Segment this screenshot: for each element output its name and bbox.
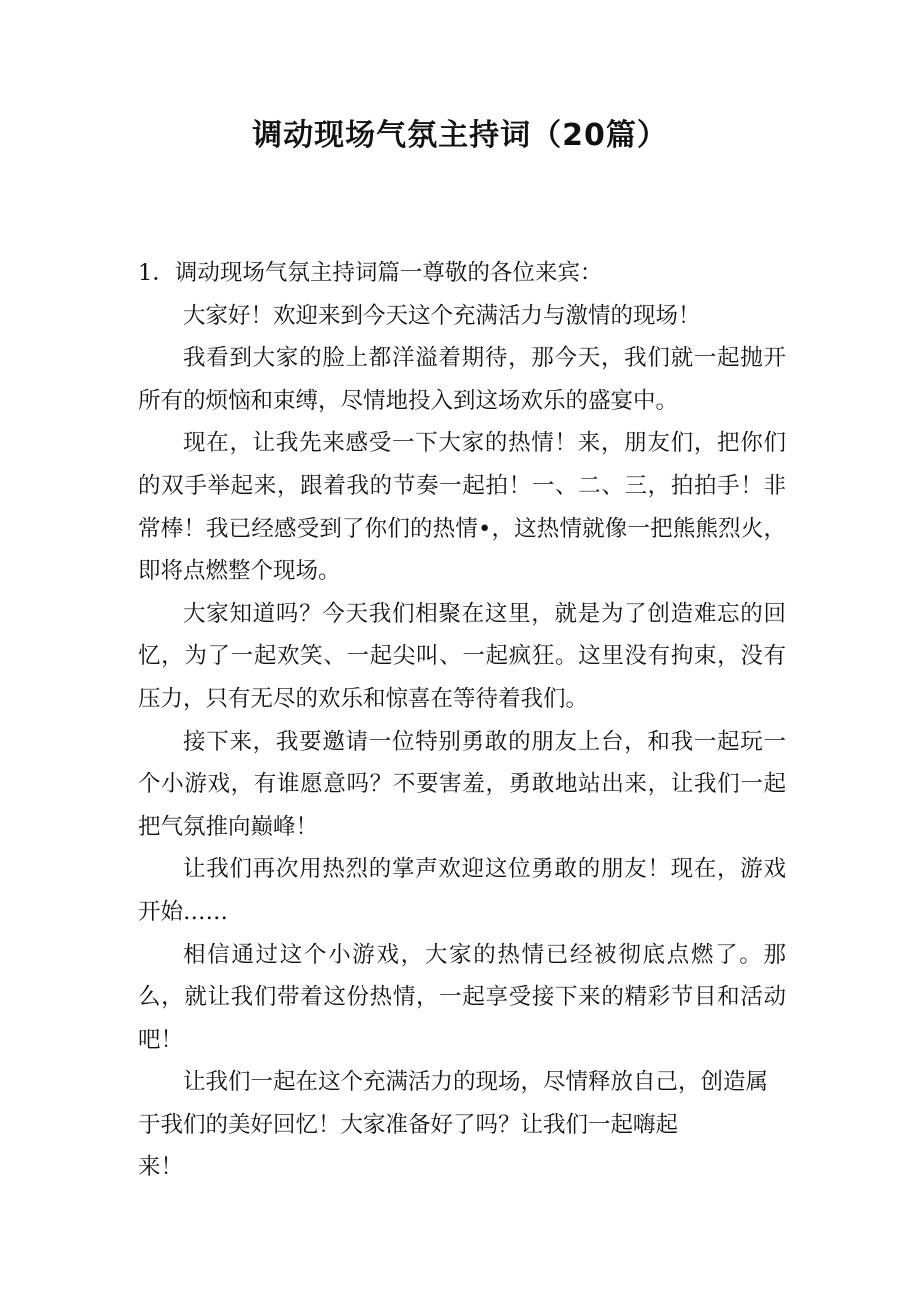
paragraph-1: 大家好！欢迎来到今天这个充满活力与激情的现场！ <box>183 302 701 329</box>
paragraph-4: 大家知道吗？今天我们相聚在这里，就是为了创造难忘的回忆，为了一起欢笑、一起尖叫、一起疯狂。这里没有拘束，没有压力，只有无尽的欢乐和惊喜在等待着我们。 <box>138 600 786 712</box>
document-title: 调动现场气氛主持词（20篇） <box>252 118 668 153</box>
closing-paragraph-end: 来！ <box>138 1154 184 1181</box>
paragraph-6: 让我们再次用热烈的掌声欢迎这位勇敢的朋友！现在，游戏开始…… <box>138 856 786 925</box>
paragraph-5: 接下来，我要邀请一位特别勇敢的朋友上台，和我一起玩一个小游戏，有谁愿意吗？不要害羞，勇敢地站出来，让我们一起把气氛推向巅峰！ <box>138 728 786 840</box>
paragraph-7: 相信通过这个小游戏，大家的热情已经被彻底点燃了。那么，就让我们带着这份热情，一起享受接下来的精彩节目和活动吧！ <box>138 941 786 1053</box>
paragraph-3: 现在，让我先来感受一下大家的热情！来，朋友们，把你们的双手举起来，跟着我的节奏一起拍！一、二、三，拍拍手！非常棒！我已经感受到了你们的热情•，这热情就像一把熊熊烈火，即将点燃整个现场。 <box>138 430 786 585</box>
paragraph-2: 我看到大家的脸上都洋溢着期待，那今天，我们就一起抛开所有的烦恼和束缚，尽情地投入到这场欢乐的盛宴中。 <box>138 345 786 414</box>
section-heading: 1．调动现场气氛主持词篇一尊敬的各位来宾： <box>138 260 603 286</box>
closing-paragraph: 让我们一起在这个充满活力的现场，尽情释放自己，创造属于我们的美好回忆！大家准备好了吗？让我们一起嗨起 <box>138 1069 769 1138</box>
document-body <box>138 252 786 1189</box>
